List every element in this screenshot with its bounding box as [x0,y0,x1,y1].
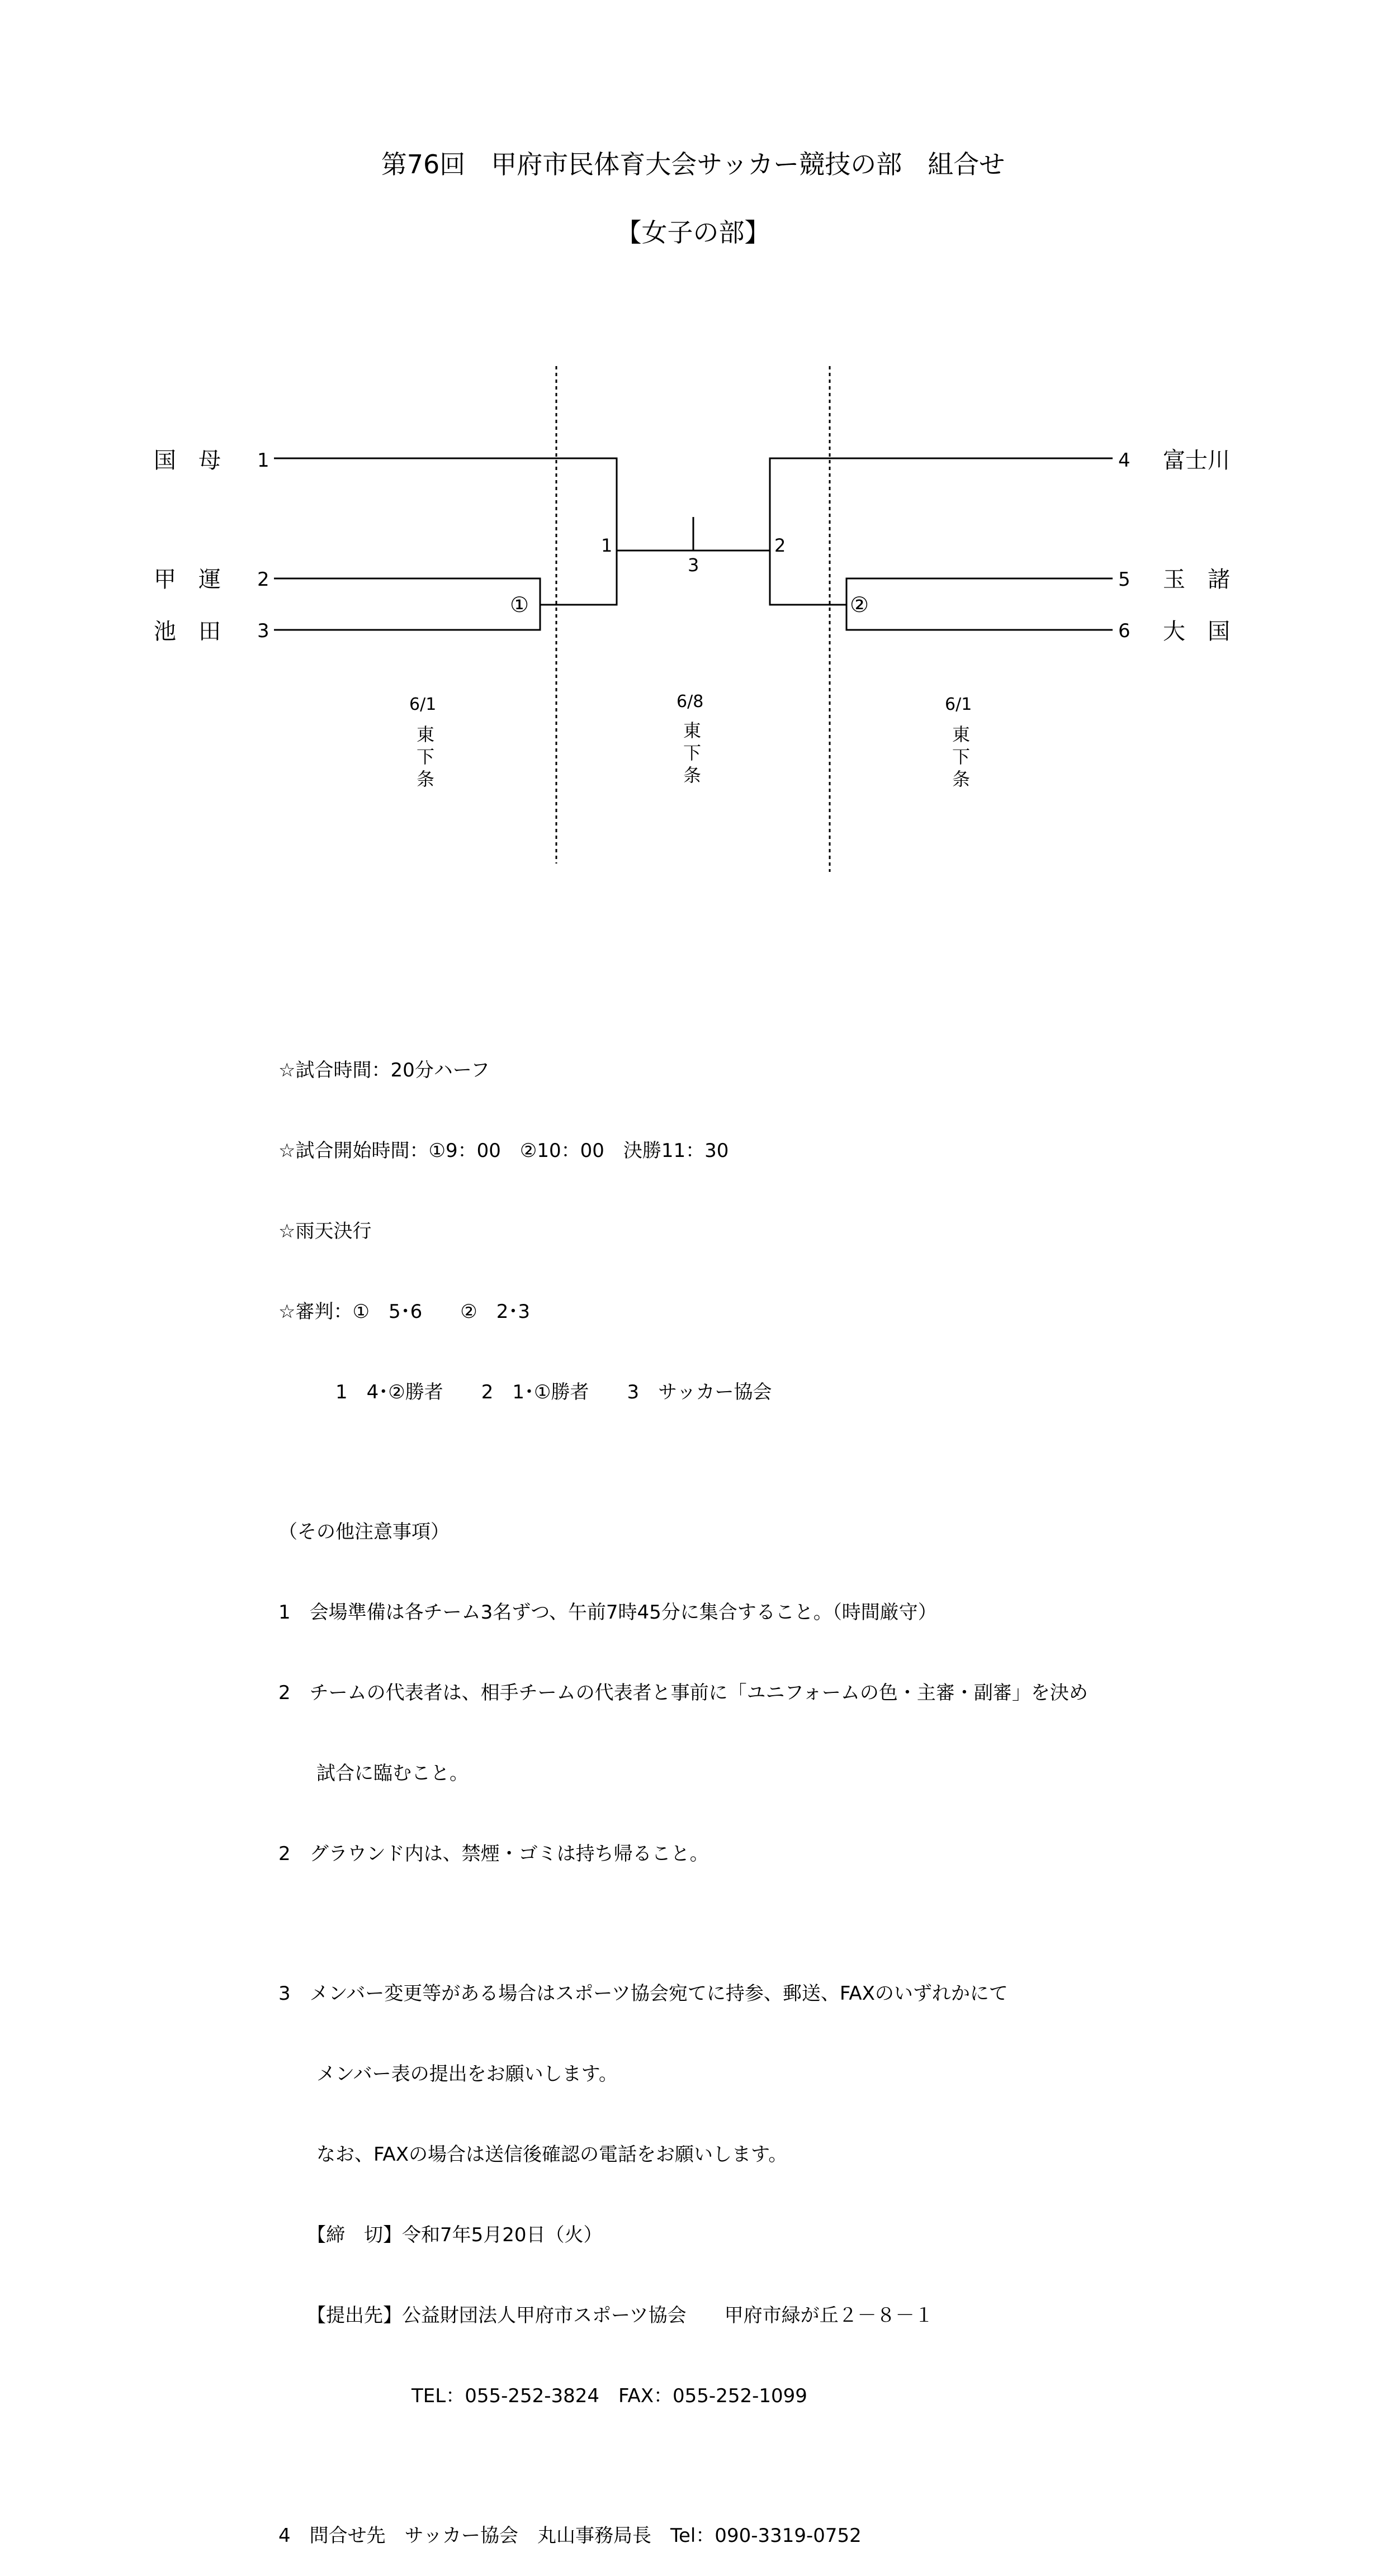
seed-right-5: 5 [1118,568,1130,591]
venue-left-char-3: 条 [417,768,435,790]
note-contact-numbers: TEL：055-252-3824 FAX：055-252-1099 [278,2385,807,2407]
note-spacer [278,1921,1088,1927]
venue-left-char-2: 下 [417,746,435,767]
venue-center-char-1: 東 [683,720,702,741]
note-item-1: 1 会場準備は各チーム3名ずつ、午前7時45分に集合すること。（時間厳守） [278,1601,937,1624]
venue-right-char-2: 下 [952,746,971,767]
note-item-2: 2 チームの代表者は、相手チームの代表者と事前に「ユニフォームの色・主審・副審」を決め [278,1682,1088,1704]
venue-center-char-3: 条 [683,765,702,786]
page-title: 第76回 甲府市民体育大会サッカー競技の部 組合せ [381,149,1005,179]
notes-section [278,1003,1088,2576]
semifinal-right-label: 2 [774,535,786,556]
venue-right-char-3: 条 [952,768,971,790]
note-referee-detail: 1 4･②勝者 2 1･①勝者 3 サッカー協会 [278,1381,772,1403]
bracket-line-match-2 [846,578,1113,630]
seed-left-3: 3 [257,620,269,642]
note-rain: ☆雨天決行 [278,1220,372,1242]
note-item-4: 4 問合せ先 サッカー協会 丸山事務局長 Tel：090-3319-0752 [278,2525,862,2547]
note-item-2b: 2 グラウンド内は、禁煙・ゴミは持ち帰ること。 [278,1843,709,1865]
team-name-right-4: 富士川 [1163,448,1230,473]
note-referee: ☆審判：① 5･6 ② 2･3 [278,1301,530,1323]
seed-right-4: 4 [1118,449,1130,472]
team-name-left-2: 甲 運 [154,567,221,592]
team-name-right-6: 大 国 [1163,619,1230,644]
venue-right-char-1: 東 [952,724,971,745]
semifinal-left-label: 1 [601,535,613,556]
note-spacer [278,1459,1088,1465]
bracket-line-team-4 [770,458,1113,605]
team-name-right-5: 玉 諸 [1163,567,1230,592]
tournament-bracket [0,0,1386,922]
note-item-3-cont-2: なお、FAXの場合は送信後確認の電話をお願いします。 [278,2143,788,2166]
note-item-3-cont-1: メンバー表の提出をお願いします。 [278,2063,618,2085]
note-item-2-cont: 試合に臨むこと。 [278,1762,469,1785]
note-item-3: 3 メンバー変更等がある場合はスポーツ協会宛てに持参、郵送、FAXのいずれかにて [278,1982,1008,2005]
note-submit-to: 【提出先】公益財団法人甲府市スポーツ協会 甲府市緑が丘２－８－１ [278,2304,934,2327]
note-deadline: 【締 切】令和7年5月20日（火） [278,2224,603,2246]
venue-left-char-1: 東 [417,724,435,745]
note-spacer [278,2463,1088,2469]
bracket-line-match-1 [274,578,540,630]
date-center: 6/8 [677,692,704,711]
note-match-time: ☆試合時間：20分ハーフ [278,1059,490,1081]
match-1-label: ① [510,592,529,617]
team-name-left-3: 池 田 [154,619,221,644]
date-right: 6/1 [945,695,972,714]
match-2-label: ② [850,592,869,617]
date-left: 6/1 [409,695,437,714]
final-label: 3 [688,554,699,576]
bracket-line-team-1 [274,458,617,605]
seed-left-1: 1 [257,449,269,472]
note-other-heading: （その他注意事項） [278,1521,450,1543]
venue-center-char-2: 下 [683,742,702,763]
page-subtitle: 【女子の部】 [616,217,770,248]
seed-left-2: 2 [257,568,269,591]
team-name-left-1: 国 母 [154,448,221,473]
seed-right-6: 6 [1118,620,1130,642]
note-start-time: ☆試合開始時間：①9：00 ②10：00 決勝11：30 [278,1140,729,1162]
